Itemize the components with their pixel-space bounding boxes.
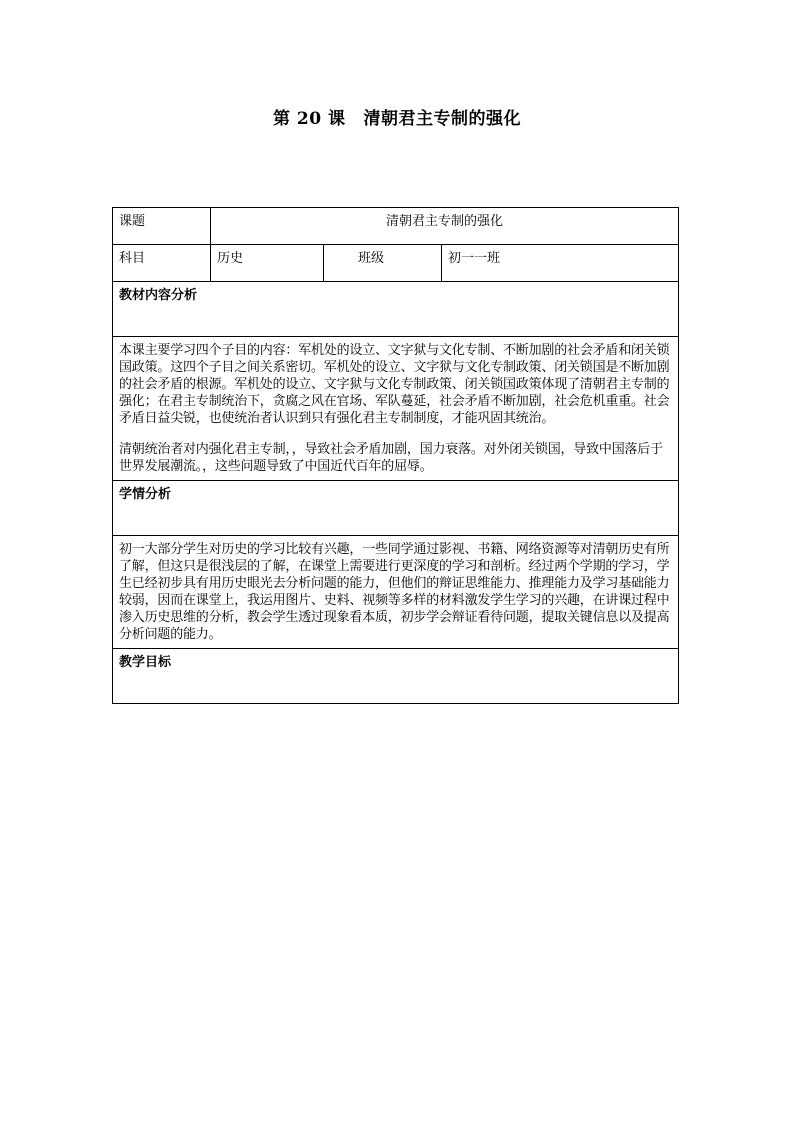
student-analysis-content-row xyxy=(113,536,679,649)
class-value: 初一一班 xyxy=(442,245,679,282)
class-label: 班级 xyxy=(324,245,442,282)
material-analysis-content xyxy=(113,337,679,481)
topic-label: 课题 xyxy=(113,208,211,245)
lesson-plan-table xyxy=(112,207,679,704)
teaching-goals-heading-row xyxy=(113,649,679,704)
material-analysis-heading-row xyxy=(113,282,679,337)
subject-value: 历史 xyxy=(211,245,324,282)
teaching-goals-heading: 教学目标 xyxy=(113,649,679,704)
material-analysis-heading: 教材内容分析 xyxy=(113,282,679,337)
subject-row xyxy=(113,245,679,282)
topic-value: 清朝君主专制的强化 xyxy=(211,208,679,245)
material-paragraph: 清朝统治者对内强化君主专制，，导致社会矛盾加剧，国力衰落。对外闭关锁国，导致中国落后于世界发展潮流。，这些问题导致了中国近代百年的屈辱。 xyxy=(119,442,663,474)
lesson-name: 清朝君主专制的强化 xyxy=(363,109,521,129)
document-title xyxy=(0,104,794,129)
material-analysis-content-row xyxy=(113,337,679,481)
student-analysis-heading-row xyxy=(113,481,679,536)
lesson-number: 第 20 课 xyxy=(273,109,346,129)
subject-label: 科目 xyxy=(113,245,211,282)
student-analysis-heading: 学情分析 xyxy=(113,481,679,536)
student-paragraph: 初一大部分学生对历史的学习比较有兴趣，一些同学通过影视、书籍、网络资源等对清朝历史有所了解，但这只是很浅层的了解，在课堂上需要进行更深度的学习和剖析。经过两个学期的学习，学生已经初步具有用历史眼光去分析问题的能力，但他们的辩证思维能力、推理能力及学习基础能力较弱，因而在课堂上，我运用图片、史料、视频等多样的材料激发学生学习的兴趣，在讲课过程中渗入历史思维的分析，教会学生透过现象看本质，初步学会辩证看待问题，提取关键信息以及提高分析问题的能力。 xyxy=(119,542,670,642)
material-paragraph: 本课主要学习四个子目的内容：军机处的设立、文字狱与文化专制、不断加剧的社会矛盾和闭关锁国政策。这四个子目之间关系密切。军机处的设立、文字狱与文化专制政策、闭关锁国是不断加剧的社会矛盾的根源。军机处的设立、文字狱与文化专制政策、闭关锁国政策体现了清朝君主专制的强化；在君主专制统治下，贪腐之风在官场、军队蔓延，社会矛盾不断加剧，社会危机重重。社会矛盾日益尖锐，也使统治者认识到只有强化君主专制制度，才能巩固其统治。 xyxy=(119,343,670,426)
topic-row xyxy=(113,208,679,245)
student-analysis-content xyxy=(113,536,679,649)
